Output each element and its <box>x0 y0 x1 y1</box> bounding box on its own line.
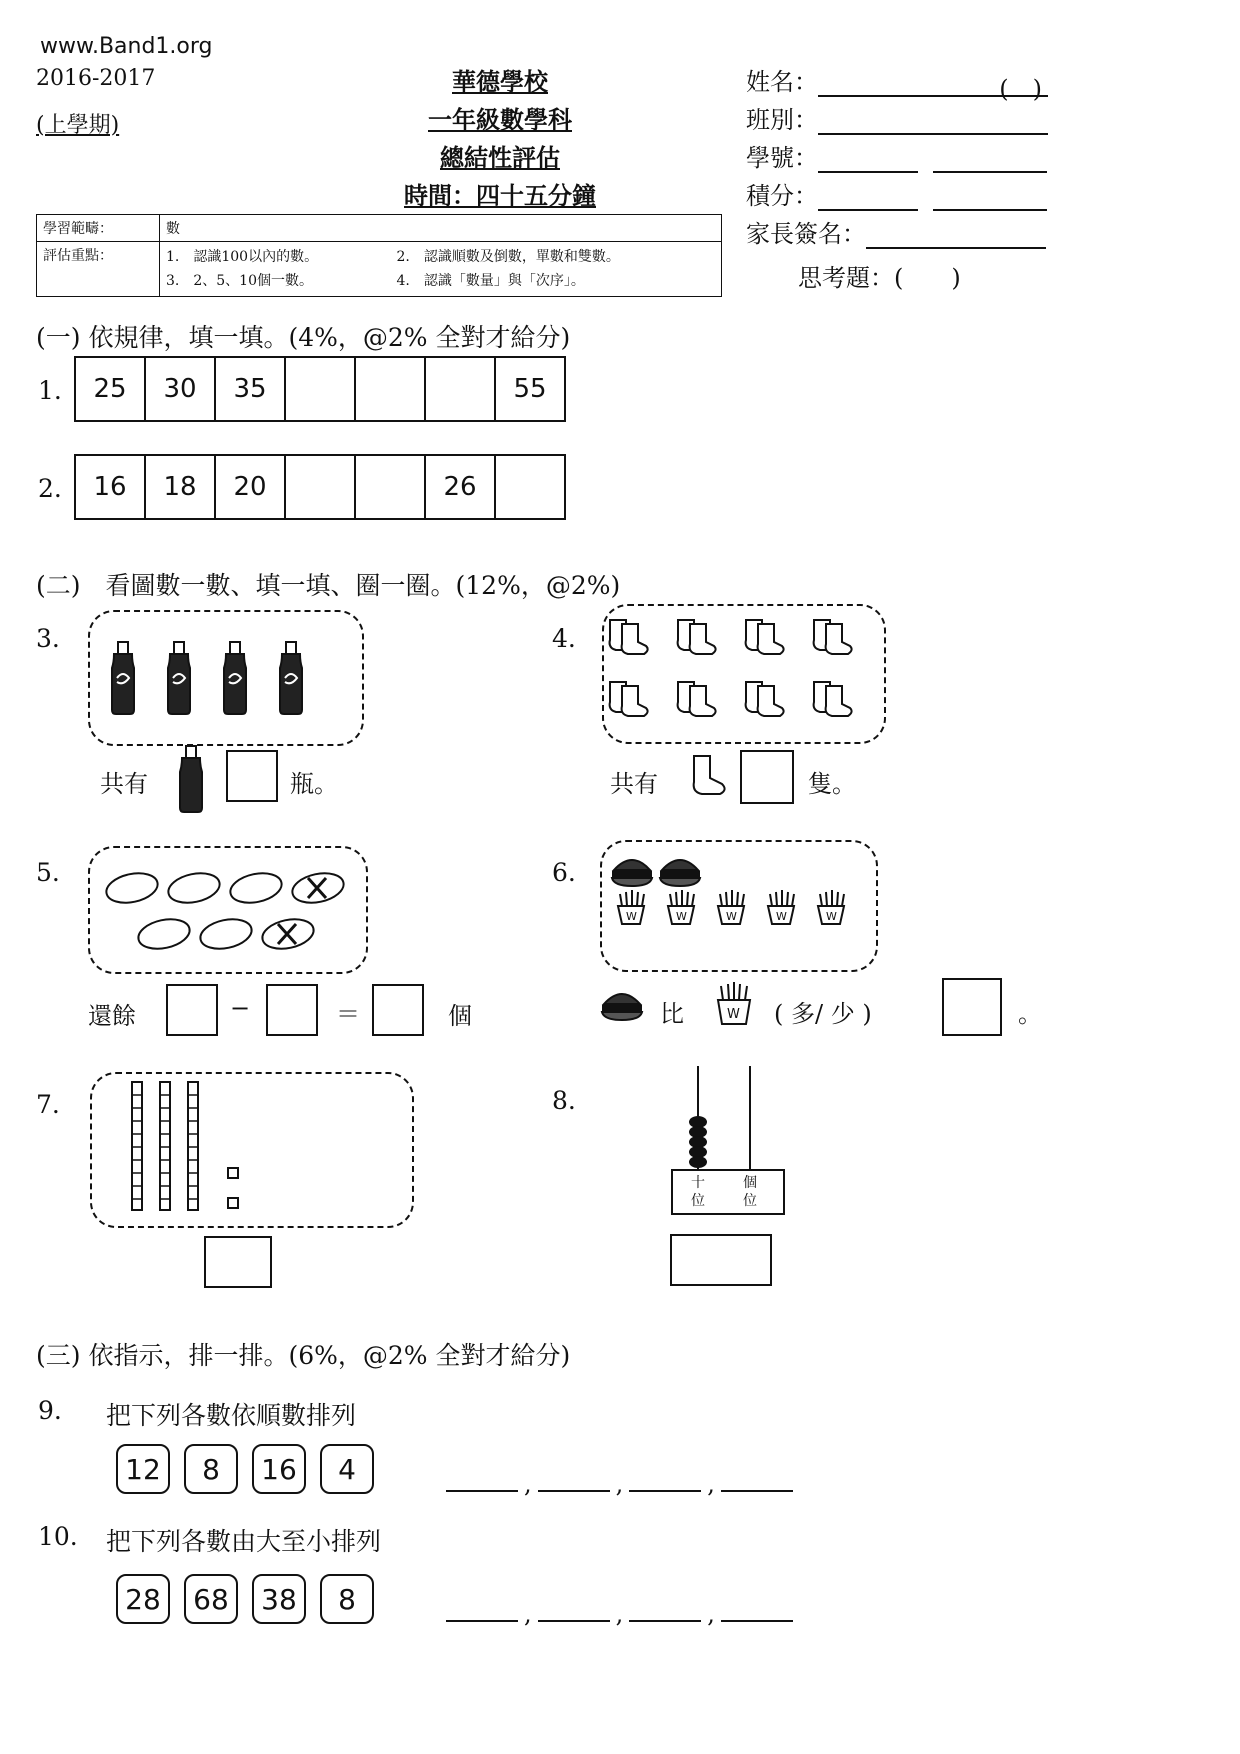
score-label: 積分： <box>746 182 818 210</box>
q4-suffix: 隻。 <box>808 770 856 798</box>
q5-suffix: 個 <box>448 1002 472 1030</box>
number-label: 學號： <box>746 144 818 172</box>
base-ten-rods <box>92 1074 412 1226</box>
name-paren: ( ) <box>999 75 1042 103</box>
q6-choice[interactable]: ( 多/ 少 ) <box>774 1000 872 1028</box>
q5-answer-box-1[interactable] <box>166 984 218 1036</box>
burger-icon <box>600 984 644 1024</box>
score-row <box>746 176 1047 211</box>
q1-cell: 30 <box>146 358 216 420</box>
q5-picture-box <box>88 846 368 974</box>
q2-cell: 18 <box>146 456 216 518</box>
q3-answer-box[interactable] <box>226 750 278 802</box>
q2-cell: 26 <box>426 456 496 518</box>
q1-blank[interactable] <box>356 358 426 420</box>
q6-number: 6. <box>552 858 576 887</box>
q1-blank[interactable] <box>286 358 356 420</box>
q2-blank[interactable] <box>356 456 426 518</box>
q1-sequence <box>74 356 566 422</box>
q10-instruction: 把下列各數由大至小排列 <box>106 1527 382 1556</box>
number-field-2[interactable] <box>933 145 1047 173</box>
q9-number: 9. <box>38 1396 62 1425</box>
class-label: 班別： <box>746 106 818 134</box>
number-card: 12 <box>116 1444 170 1494</box>
parent-sign-row <box>746 214 1046 249</box>
number-row <box>746 138 1047 173</box>
q2-cell: 20 <box>216 456 286 518</box>
score-field-1[interactable] <box>818 183 918 211</box>
q6-answer-box[interactable] <box>942 978 1002 1036</box>
q4-answer-box[interactable] <box>740 750 794 804</box>
q5-minus: − <box>230 994 251 1022</box>
class-row <box>746 100 1048 135</box>
answer-blank[interactable] <box>538 1598 610 1622</box>
scope-table <box>36 214 722 297</box>
q5-number: 5. <box>36 858 60 887</box>
number-card: 16 <box>252 1444 306 1494</box>
q1-cell: 25 <box>76 358 146 420</box>
bottles-illustration <box>90 612 362 744</box>
name-field[interactable] <box>818 69 1048 103</box>
bread-illustration <box>90 848 366 972</box>
food-illustration <box>602 842 876 970</box>
q2-sequence <box>74 454 566 520</box>
q2-cell: 16 <box>76 456 146 518</box>
q1-number: 1. <box>38 376 62 405</box>
school-year: 2016-2017 <box>36 66 156 91</box>
q1-blank[interactable] <box>426 358 496 420</box>
focus-point-3: 3. 2、5、10個一數。 <box>166 273 313 289</box>
q2-number: 2. <box>38 474 62 503</box>
q9-instruction: 把下列各數依順數排列 <box>106 1401 357 1430</box>
number-field-1[interactable] <box>818 145 918 173</box>
area-label: 學習範疇： <box>37 215 160 242</box>
q3-picture-box <box>88 610 364 746</box>
q8-answer-box[interactable] <box>670 1234 772 1286</box>
number-card: 68 <box>184 1574 238 1624</box>
score-field-2[interactable] <box>933 183 1047 211</box>
answer-blank[interactable] <box>721 1468 793 1492</box>
answer-blank[interactable] <box>721 1598 793 1622</box>
website-label: www.Band1.org <box>40 34 213 59</box>
focus-point-2: 2. 認識順數及倒數，單數和雙數。 <box>396 249 620 265</box>
q5-answer-box-2[interactable] <box>266 984 318 1036</box>
q4-picture-box <box>602 604 886 744</box>
number-card: 8 <box>320 1574 374 1624</box>
q3-prefix: 共有 <box>100 770 148 798</box>
q9-numbers <box>116 1444 388 1494</box>
q1-cell: 55 <box>513 374 547 404</box>
number-card: 38 <box>252 1574 306 1624</box>
section3-title: (三) 依指示，排一排。(6%，@2% 全對才給分) <box>36 1341 571 1370</box>
q7-answer-box[interactable] <box>204 1236 272 1288</box>
q7-picture-box <box>90 1072 414 1228</box>
q2-blank[interactable] <box>286 456 356 518</box>
sock-icon <box>690 752 732 798</box>
q10-numbers <box>116 1574 388 1624</box>
q6-picture-box <box>600 840 878 972</box>
socks-illustration <box>604 606 884 742</box>
fries-icon <box>712 980 756 1028</box>
q5-prefix: 還餘 <box>88 1002 136 1030</box>
section1-title: (一) 依規律，填一填。(4%，@2% 全對才給分) <box>36 323 571 352</box>
answer-blank[interactable] <box>446 1468 518 1492</box>
class-field[interactable] <box>818 107 1048 135</box>
focus-point-1: 1. 認識100以內的數。 <box>166 249 319 265</box>
number-card: 4 <box>320 1444 374 1494</box>
q10-number: 10. <box>38 1522 78 1551</box>
term-label: (上學期) <box>36 113 120 138</box>
q1-cell: 35 <box>216 358 286 420</box>
q4-number: 4. <box>552 624 576 653</box>
number-card: 8 <box>184 1444 238 1494</box>
focus-point-4: 4. 認識「數量」與「次序」。 <box>396 273 585 289</box>
q7-number: 7. <box>36 1090 60 1119</box>
parent-sign-field[interactable] <box>866 221 1046 249</box>
answer-blank[interactable] <box>446 1598 518 1622</box>
tens-label: 十位 <box>691 1175 705 1209</box>
svg-text:W: W <box>727 1007 740 1022</box>
school-name: 華德學校 <box>452 67 548 96</box>
parent-sign-label: 家長簽名： <box>746 220 866 248</box>
q5-equals: ＝ <box>336 1000 360 1028</box>
name-row <box>746 62 1048 103</box>
q5-answer-box-3[interactable] <box>372 984 424 1036</box>
number-card: 28 <box>116 1574 170 1624</box>
q3-number: 3. <box>36 624 60 653</box>
q4-prefix: 共有 <box>610 770 658 798</box>
q3-suffix: 瓶。 <box>290 770 338 798</box>
q8-number: 8. <box>552 1086 576 1115</box>
q2-blank[interactable] <box>496 456 564 518</box>
time-label: 時間：四十五分鐘 <box>404 181 596 210</box>
answer-blank[interactable] <box>538 1468 610 1492</box>
q9-answer-blanks[interactable]: , , , <box>440 1468 799 1498</box>
q6-compare: 比 <box>660 1000 684 1028</box>
subject-title: 一年級數學科 <box>428 105 572 134</box>
thinking-question: 思考題：( ) <box>798 264 961 292</box>
ones-label: 個位 <box>743 1175 757 1209</box>
bottle-icon <box>176 744 206 814</box>
answer-blank[interactable] <box>629 1598 701 1622</box>
name-label: 姓名： <box>746 68 818 96</box>
q10-answer-blanks[interactable]: , , , <box>440 1598 799 1628</box>
section2-title: (二) 看圖數一數、填一填、圈一圈。(12%，@2%) <box>36 571 621 600</box>
assessment-title: 總結性評估 <box>440 143 560 172</box>
svg-text:W: W <box>626 910 637 923</box>
focus-label: 評估重點： <box>37 242 160 297</box>
area-value: 數 <box>160 215 722 242</box>
answer-blank[interactable] <box>629 1468 701 1492</box>
q6-end: 。 <box>1018 1000 1042 1028</box>
